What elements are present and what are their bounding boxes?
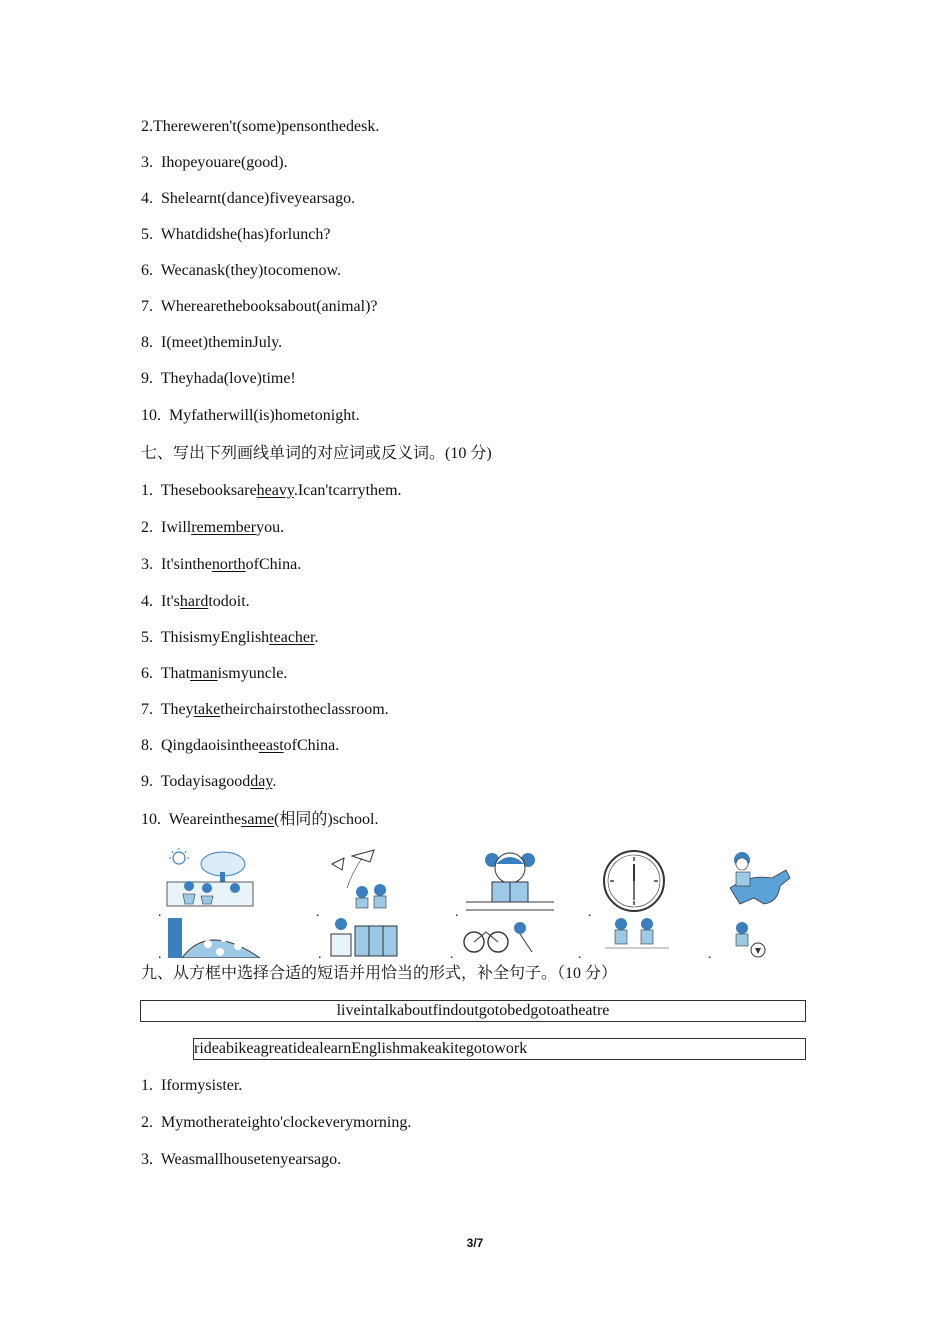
exercise-item: 3. It'sinthenorthofChina. — [141, 556, 302, 573]
exercise-item: 2. Iwillrememberyou. — [141, 519, 285, 536]
clock-picture — [600, 848, 668, 914]
underlined-word: same — [241, 811, 275, 828]
phrase-box — [140, 1000, 806, 1022]
football-picture — [728, 918, 792, 958]
picture-dot: . — [588, 905, 592, 920]
exercise-item: 3. Weasmallhousetenyearsago. — [141, 1151, 342, 1168]
picture-dot: . — [158, 947, 162, 962]
phrase-list: liveintalkaboutfindoutgotobedgotoatheatre — [336, 1002, 610, 1019]
exercise-item: 9. Theyhada(love)time! — [141, 370, 296, 387]
picture-dot: . — [158, 905, 162, 920]
underlined-word: heavy — [256, 482, 294, 499]
sleeping-picture — [168, 918, 266, 958]
picture-dot: . — [318, 947, 322, 962]
picture-dot: . — [455, 905, 459, 920]
underlined-word: north — [211, 556, 246, 573]
picnic-picture — [165, 848, 255, 910]
kite-picture — [322, 848, 402, 910]
exercise-item: 1. Thesebooksareheavy.Ican'tcarrythem. — [141, 482, 402, 499]
exercise-item: 4. It'shardtodoit. — [141, 593, 250, 610]
phrase-list: rideabikeagreatidealearnEnglishmakeakitegotowork — [194, 1040, 528, 1057]
bike-picture — [460, 918, 540, 958]
office-picture — [325, 916, 400, 958]
underlined-word: teacher — [269, 629, 315, 646]
underlined-word: take — [193, 701, 221, 718]
picture-dot: . — [316, 905, 320, 920]
reading-girl-picture — [462, 848, 557, 914]
exercise-item: 8. I(meet)theminJuly. — [141, 334, 283, 351]
section-title: 七、写出下列画线单词的对应词或反义词。(10 分) — [141, 445, 492, 462]
picture-dot: . — [578, 947, 582, 962]
underlined-word: east — [258, 737, 284, 754]
picture-dot: . — [708, 947, 712, 962]
section-title: 九、从方框中选择合适的短语并用恰当的形式，补全句子。（10 分） — [141, 965, 618, 982]
underlined-word: man — [190, 665, 218, 682]
exercise-item: 4. Shelearnt(dance)fiveyearsago. — [141, 190, 356, 207]
exercise-item: 8. QingdaoisintheeastofChina. — [141, 737, 340, 754]
exercise-item: 5. Whatdidshe(has)forlunch? — [141, 226, 331, 243]
page-number: 3/7 — [466, 1236, 484, 1250]
exercise-item: 10. Weareinthesame(相同的)school. — [141, 811, 379, 828]
exercise-item: 1. Iformysister. — [141, 1077, 243, 1094]
exercise-item: 2.Thereweren't(some)pensonthedesk. — [141, 118, 380, 135]
underlined-word: remember — [191, 519, 257, 536]
exercise-item: 9. Todayisagoodday. — [141, 773, 277, 790]
exercise-item: 3. Ihopeyouare(good). — [141, 154, 288, 171]
children-picture — [605, 916, 669, 958]
exercise-item: 2. Mymotherateighto'clockeverymorning. — [141, 1114, 412, 1131]
picture-dot: . — [450, 947, 454, 962]
underlined-word: hard — [179, 593, 209, 610]
exercise-item: 6. Wecanask(they)tocomenow. — [141, 262, 341, 279]
exercise-item: 10. Myfatherwill(is)hometonight. — [141, 407, 360, 424]
exercise-item: 7. Wherearethebooksabout(animal)? — [141, 298, 378, 315]
phrase-box — [193, 1038, 806, 1060]
horse-riding-picture — [720, 848, 796, 916]
exercise-item: 6. Thatmanismyuncle. — [141, 665, 288, 682]
exercise-item: 5. ThisismyEnglishteacher. — [141, 629, 319, 646]
underlined-word: day — [250, 773, 273, 790]
exercise-item: 7. Theytaketheirchairstotheclassroom. — [141, 701, 389, 718]
